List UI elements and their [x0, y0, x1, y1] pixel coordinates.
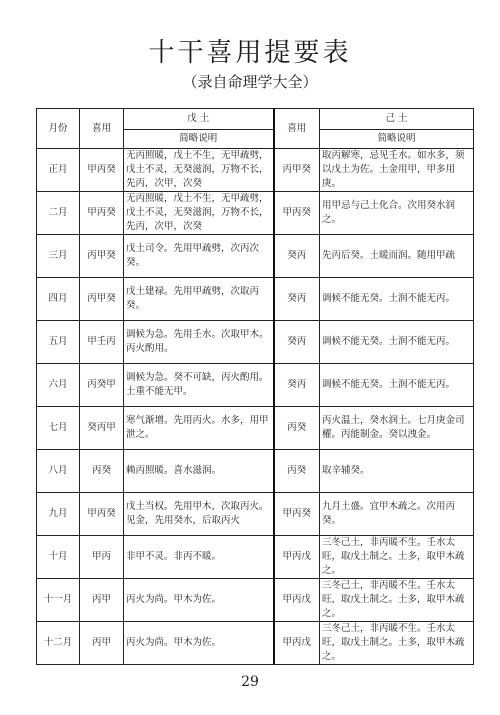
- ji-desc-cell: 取辛辅癸。: [320, 450, 474, 493]
- ji-desc-cell: 三冬己土，非丙暖不生。壬水太旺，取戊土制之。土多，取甲木疏之。: [320, 536, 474, 579]
- wu-desc-cell: 调候为急。先用壬水。次取甲木。丙火酌用。: [124, 321, 274, 364]
- header-month: 月份: [37, 109, 80, 149]
- ji-xiyong-cell: 癸丙: [274, 321, 320, 364]
- table-row: [37, 364, 474, 407]
- month-cell: 十一月: [37, 579, 80, 622]
- ji-xiyong-cell: 甲丙癸: [274, 192, 320, 235]
- table-row: [37, 149, 474, 192]
- ji-desc-cell: 调候不能无癸。土润不能无丙。: [320, 278, 474, 321]
- ji-desc-cell: 先丙后癸。土暖而润。随用甲疏: [320, 235, 474, 278]
- ji-xiyong-cell: 甲丙戊: [274, 622, 320, 665]
- wu-desc-cell: 丙火为尚。甲木为佐。: [124, 622, 274, 665]
- table-row: [37, 622, 474, 665]
- wu-xiyong-cell: 丙甲癸: [80, 235, 124, 278]
- table-row: [37, 536, 474, 579]
- wu-desc-cell: 无丙照暖，戊土不生，无甲疏劈，戊土不灵，无癸滋润，万物不长，先丙，次甲，次癸: [124, 192, 274, 235]
- wu-xiyong-cell: 甲丙癸: [80, 149, 124, 192]
- table-row: [37, 579, 474, 622]
- header-ji-desc: 简略说明: [320, 130, 474, 149]
- table-row: [37, 278, 474, 321]
- ji-desc-cell: 调候不能无癸。土润不能无丙。: [320, 321, 474, 364]
- ji-desc-cell: 三冬己土，非丙暖不生。壬水太旺，取戊土制之。土多，取甲木疏之。: [320, 622, 474, 665]
- ji-desc-cell: 九月土盛。宜甲木疏之。次用丙癸。: [320, 493, 474, 536]
- wu-desc-cell: 无丙照暖，戊土不生，无甲疏劈，戊土不灵，无癸滋润，万物不长，先丙，次甲，次癸: [124, 149, 274, 192]
- month-cell: 二月: [37, 192, 80, 235]
- month-cell: 五月: [37, 321, 80, 364]
- wu-desc-cell: 寒气渐增。先用丙火。水多，用甲泄之。: [124, 407, 274, 450]
- table-row: [37, 192, 474, 235]
- month-cell: 八月: [37, 450, 80, 493]
- wu-desc-cell: 戊土司令。先用甲疏劈，次丙次癸。: [124, 235, 274, 278]
- table-row: [37, 235, 474, 278]
- page-title: 十干喜用提要表: [148, 38, 352, 68]
- ji-xiyong-cell: 丙癸: [274, 407, 320, 450]
- wu-desc-cell: 赖丙照暖。喜水滋润。: [124, 450, 274, 493]
- ji-xiyong-cell: 丙癸: [274, 450, 320, 493]
- xiyong-table: [36, 108, 474, 665]
- ji-desc-cell: 调候不能无癸。土润不能无丙。: [320, 364, 474, 407]
- ji-xiyong-cell: 甲丙戊: [274, 536, 320, 579]
- wu-desc-cell: 戊土当权。先用甲木，次取丙火。见金，先用癸水，后取丙火: [124, 493, 274, 536]
- month-cell: 四月: [37, 278, 80, 321]
- wu-xiyong-cell: 丙甲: [80, 622, 124, 665]
- header-ji-xiyong: 喜用: [274, 109, 320, 149]
- page-subtitle: （录自命理学大全）: [182, 73, 318, 91]
- wu-xiyong-cell: 丙癸: [80, 450, 124, 493]
- ji-xiyong-cell: 甲丙戊: [274, 579, 320, 622]
- month-cell: 正月: [37, 149, 80, 192]
- header-wu-desc: 简略说明: [124, 130, 274, 149]
- ji-desc-cell: 取丙解寒，忌见壬水。如水多，须以戊土为佐。土金用甲，甲多用庚。: [320, 149, 474, 192]
- wu-xiyong-cell: 丙甲: [80, 579, 124, 622]
- ji-desc-cell: 丙火温土，癸水润土。七月庚金司權。丙能制金。癸以洩金。: [320, 407, 474, 450]
- ji-desc-cell: 三冬己土，非丙暖不生。壬水太旺，取戊土制之。土多，取甲木疏之。: [320, 579, 474, 622]
- header-ji-tu: 己 土: [320, 109, 474, 130]
- header-wu-tu: 戊 土: [124, 109, 274, 130]
- header-wu-xiyong: 喜用: [80, 109, 124, 149]
- wu-desc-cell: 非甲不灵。非丙不暖。: [124, 536, 274, 579]
- wu-xiyong-cell: 甲丙: [80, 536, 124, 579]
- wu-desc-cell: 调候为急。癸不可缺，丙火酌用。土重不能无甲。: [124, 364, 274, 407]
- page-number: 29: [241, 674, 259, 690]
- month-cell: 七月: [37, 407, 80, 450]
- table-row: [37, 321, 474, 364]
- ji-xiyong-cell: 癸丙: [274, 364, 320, 407]
- table-row: [37, 407, 474, 450]
- month-cell: 三月: [37, 235, 80, 278]
- wu-xiyong-cell: 癸丙甲: [80, 407, 124, 450]
- month-cell: 六月: [37, 364, 80, 407]
- ji-desc-cell: 用甲忌与己土化合。次用癸水润之。: [320, 192, 474, 235]
- month-cell: 十月: [37, 536, 80, 579]
- ji-xiyong-cell: 甲丙癸: [274, 493, 320, 536]
- wu-xiyong-cell: 丙癸甲: [80, 364, 124, 407]
- month-cell: 九月: [37, 493, 80, 536]
- month-cell: 十二月: [37, 622, 80, 665]
- wu-desc-cell: 戊土建禄。先用甲疏劈，次取丙癸。: [124, 278, 274, 321]
- wu-desc-cell: 丙火为尚。甲木为佐。: [124, 579, 274, 622]
- table-row: [37, 450, 474, 493]
- ji-xiyong-cell: 癸丙: [274, 278, 320, 321]
- ji-xiyong-cell: 丙甲癸: [274, 149, 320, 192]
- wu-xiyong-cell: 甲丙癸: [80, 192, 124, 235]
- ji-xiyong-cell: 癸丙: [274, 235, 320, 278]
- wu-xiyong-cell: 丙甲癸: [80, 278, 124, 321]
- wu-xiyong-cell: 甲丙癸: [80, 493, 124, 536]
- wu-xiyong-cell: 甲壬丙: [80, 321, 124, 364]
- table-row: [37, 493, 474, 536]
